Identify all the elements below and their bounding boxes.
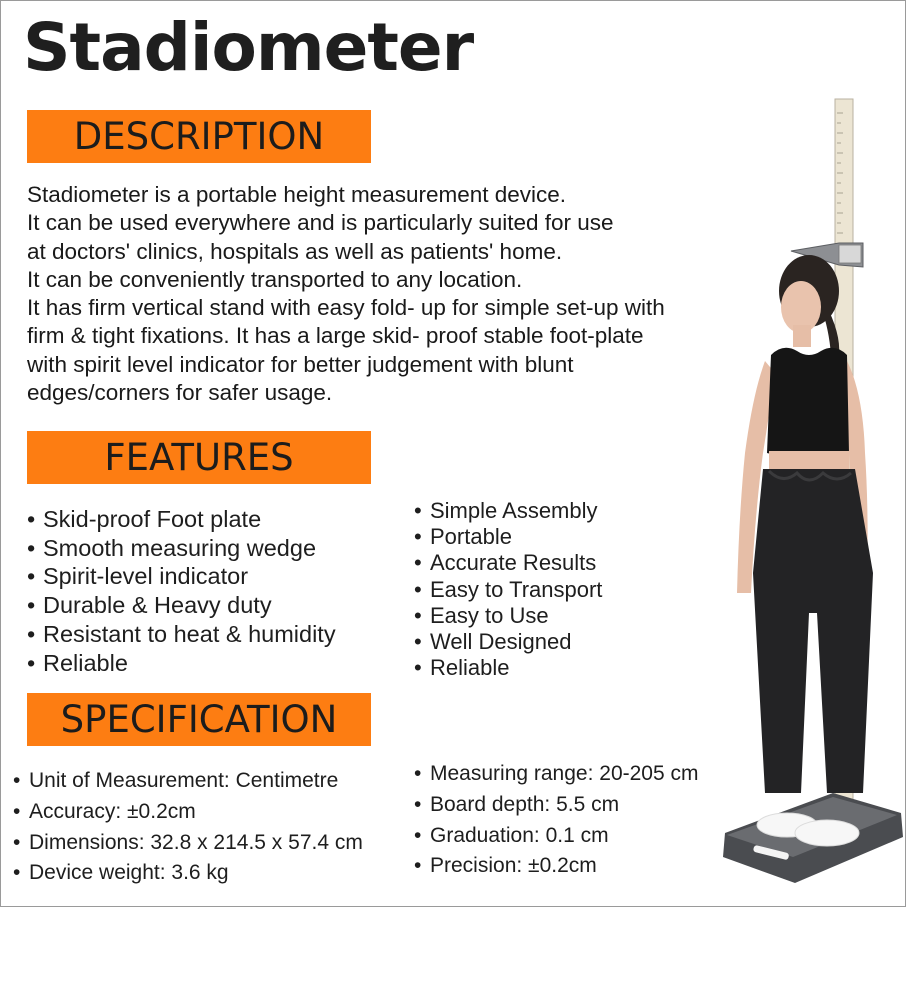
feature-label: Simple Assembly [430,498,598,523]
bullet-icon: • [27,506,36,532]
feature-label: Easy to Transport [430,576,603,602]
person-jeans [753,469,873,793]
description-line: Stadiometer is a portable height measurement device. [27,182,567,207]
feature-label: Reliable [43,649,128,676]
specification-banner [27,693,371,746]
feature-item [414,603,602,629]
bullet-icon: • [414,629,422,655]
feature-item [414,524,602,550]
spec-label: Accuracy: ±0.2cm [29,799,196,823]
spec-list-left [13,766,363,889]
spec-list-right [414,759,698,882]
bullet-icon: • [27,620,36,647]
description-line: It can be used everywhere and is particularly suited for use [27,210,614,236]
features-list-right [414,498,602,681]
bullet-icon: • [13,799,21,823]
spec-item [414,851,698,882]
feature-item [414,577,602,603]
bullet-icon: • [414,762,422,785]
person-right-foot [795,820,859,846]
spec-item [414,790,698,821]
feature-label: Skid-proof Foot plate [43,506,262,532]
bullet-icon: • [414,602,422,628]
spec-label: Device weight: 3.6 kg [29,861,229,885]
description-line: It has firm vertical stand with easy fold- up for simple set-up with [27,295,665,321]
bullet-icon: • [27,649,36,676]
bullet-icon: • [27,534,36,561]
feature-label: Resistant to heat & humidity [43,620,336,647]
description-line: firm & tight fixations. It has a large skid- proof stable foot-plate [27,323,644,349]
feature-label: Accurate Results [430,550,597,576]
bullet-icon: • [13,769,21,792]
bullet-icon: • [414,823,422,847]
bullet-icon: • [13,861,21,885]
bullet-icon: • [414,524,422,550]
specification-heading: SPECIFICATION [60,698,338,741]
spec-item [414,821,698,852]
spec-label: Dimensions: 32.8 x 214.5 x 57.4 cm [29,830,363,854]
description-heading: DESCRIPTION [73,115,325,158]
bullet-icon: • [27,592,36,619]
features-list-left [27,505,336,677]
description-line: edges/corners for safer usage. [27,380,333,406]
spec-item [414,759,698,790]
spec-label: Unit of Measurement: Centimetre [29,769,339,792]
features-heading: FEATURES [104,436,294,479]
stadiometer-illustration [713,93,905,883]
spec-label: Graduation: 0.1 cm [430,823,609,847]
spec-item [13,797,363,828]
feature-item [414,498,602,524]
features-banner [27,431,371,484]
spec-label: Measuring range: 20-205 cm [430,762,699,785]
description-line: at doctors' clinics, hospitals as well as patients' home. [27,238,563,264]
feature-item [414,629,602,655]
feature-item [414,550,602,576]
feature-label: Smooth measuring wedge [43,534,317,561]
feature-item [27,620,336,649]
spec-label: Board depth: 5.5 cm [430,792,620,816]
feature-label: Easy to Use [430,602,549,628]
feature-item [414,655,602,681]
feature-item [27,591,336,620]
bullet-icon: • [13,830,21,854]
description-banner [27,110,371,163]
bullet-icon: • [27,563,36,590]
spec-label: Precision: ±0.2cm [430,854,597,878]
description-text [27,181,757,407]
bullet-icon: • [414,655,422,681]
feature-label: Durable & Heavy duty [43,592,272,619]
bullet-icon: • [414,792,422,816]
feature-label: Reliable [430,655,510,681]
spec-item [13,828,363,859]
bullet-icon: • [414,854,422,878]
spec-item [13,858,363,889]
feature-item [27,649,336,678]
page-title: Stadiometer [23,9,474,86]
bullet-icon: • [414,576,422,602]
feature-label: Spirit-level indicator [43,563,249,590]
bullet-icon: • [414,498,422,523]
feature-item [27,562,336,591]
bullet-icon: • [414,550,422,576]
feature-item [27,505,336,534]
description-line: It can be conveniently transported to any location. [27,266,523,292]
person-top [767,348,849,459]
feature-item [27,534,336,563]
feature-label: Well Designed [430,629,572,655]
feature-label: Portable [430,524,512,550]
description-line: with spirit level indicator for better judgement with blunt [27,351,574,377]
spec-item [13,766,363,797]
